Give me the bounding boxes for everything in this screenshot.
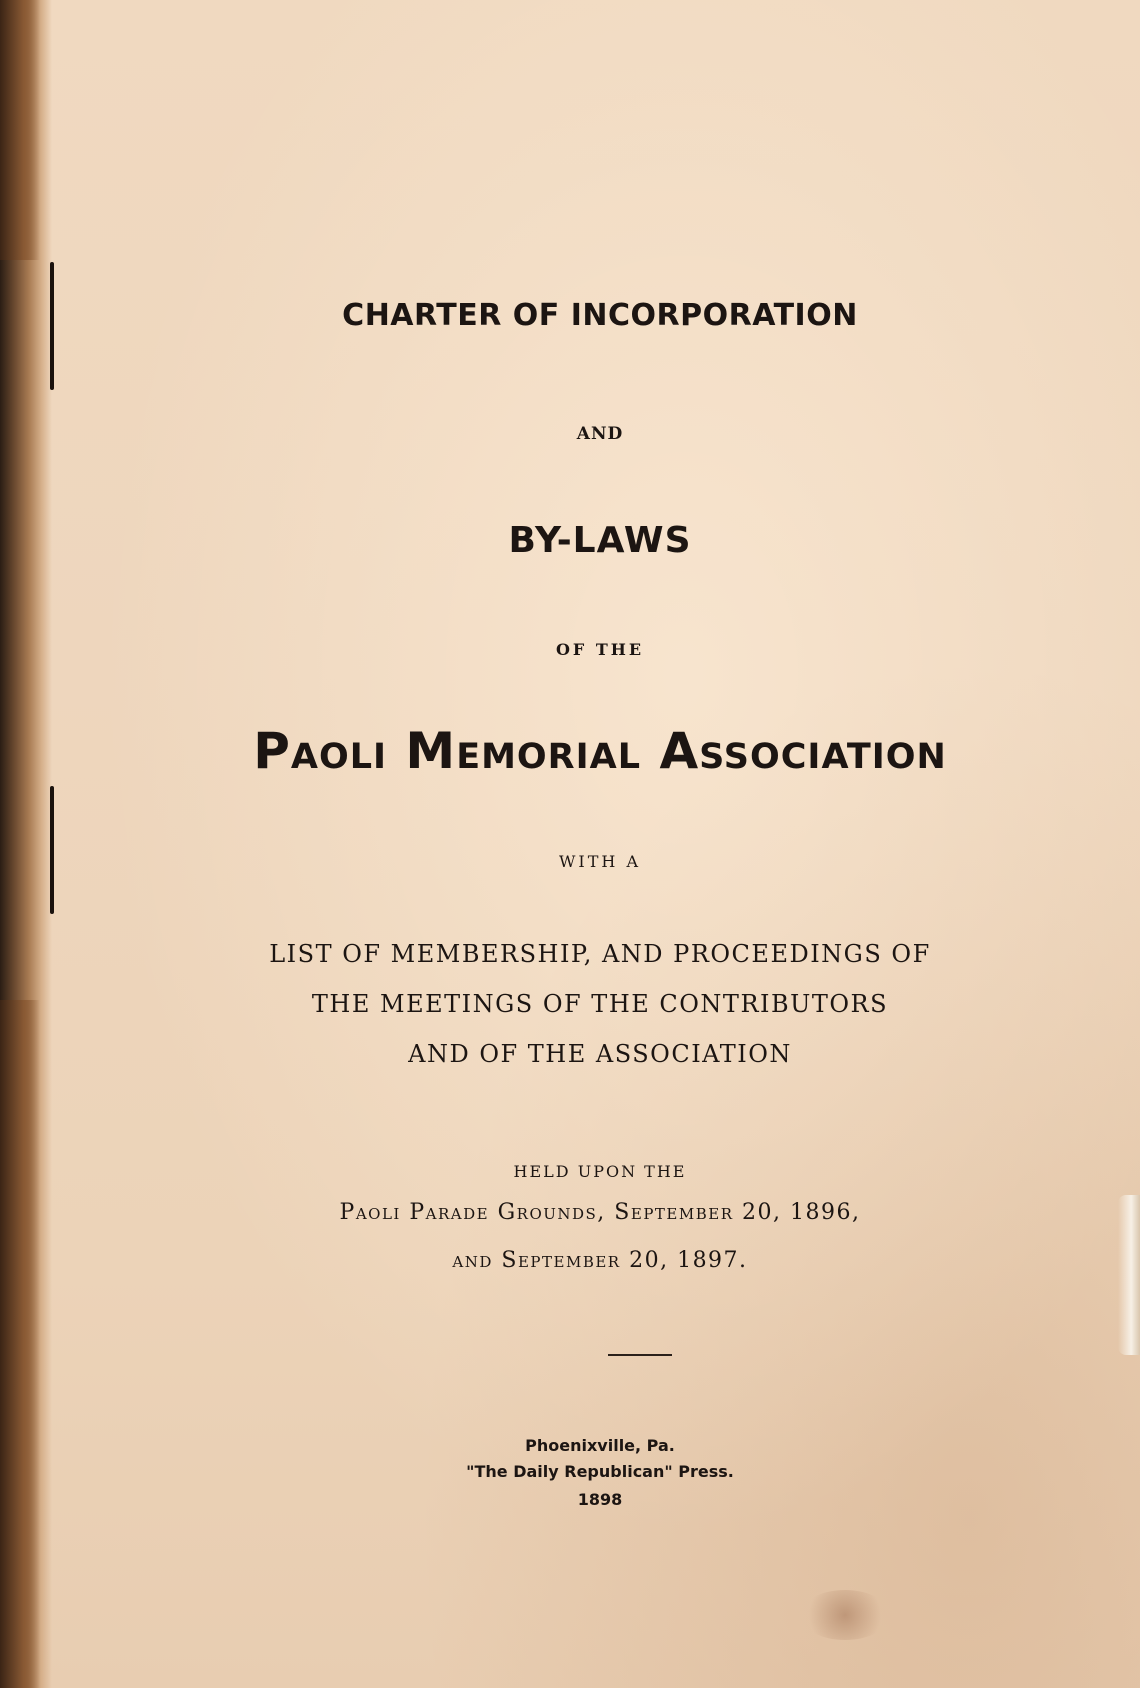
- association-name: Paoli Memorial Association: [253, 722, 947, 780]
- heading-bylaws: BY-LAWS: [508, 520, 692, 561]
- imprint-place: Phoenixville, Pa.: [525, 1436, 675, 1455]
- conjunction-and: AND: [576, 424, 624, 444]
- description-line: LIST OF MEMBERSHIP, AND PROCEEDINGS OF: [269, 940, 931, 968]
- held-upon-label: HELD UPON THE: [513, 1162, 687, 1181]
- spine-stain: [0, 0, 40, 260]
- paper-stain: [800, 1590, 890, 1640]
- binding-stitch: [50, 786, 54, 914]
- imprint-year: 1898: [577, 1490, 623, 1509]
- spine-stain: [0, 1000, 40, 1688]
- location-line: and September 20, 1897.: [452, 1248, 748, 1273]
- imprint-press: "The Daily Republican" Press.: [466, 1462, 734, 1481]
- description-line: THE MEETINGS OF THE CONTRIBUTORS: [311, 990, 889, 1018]
- description-line: AND OF THE ASSOCIATION: [408, 1040, 792, 1068]
- connector-with-a: WITH A: [558, 852, 642, 871]
- connector-of-the: OF THE: [555, 640, 645, 659]
- location-line: Paoli Parade Grounds, September 20, 1896,: [339, 1200, 861, 1225]
- heading-charter: CHARTER OF INCORPORATION: [342, 298, 858, 333]
- divider-rule: [608, 1354, 672, 1356]
